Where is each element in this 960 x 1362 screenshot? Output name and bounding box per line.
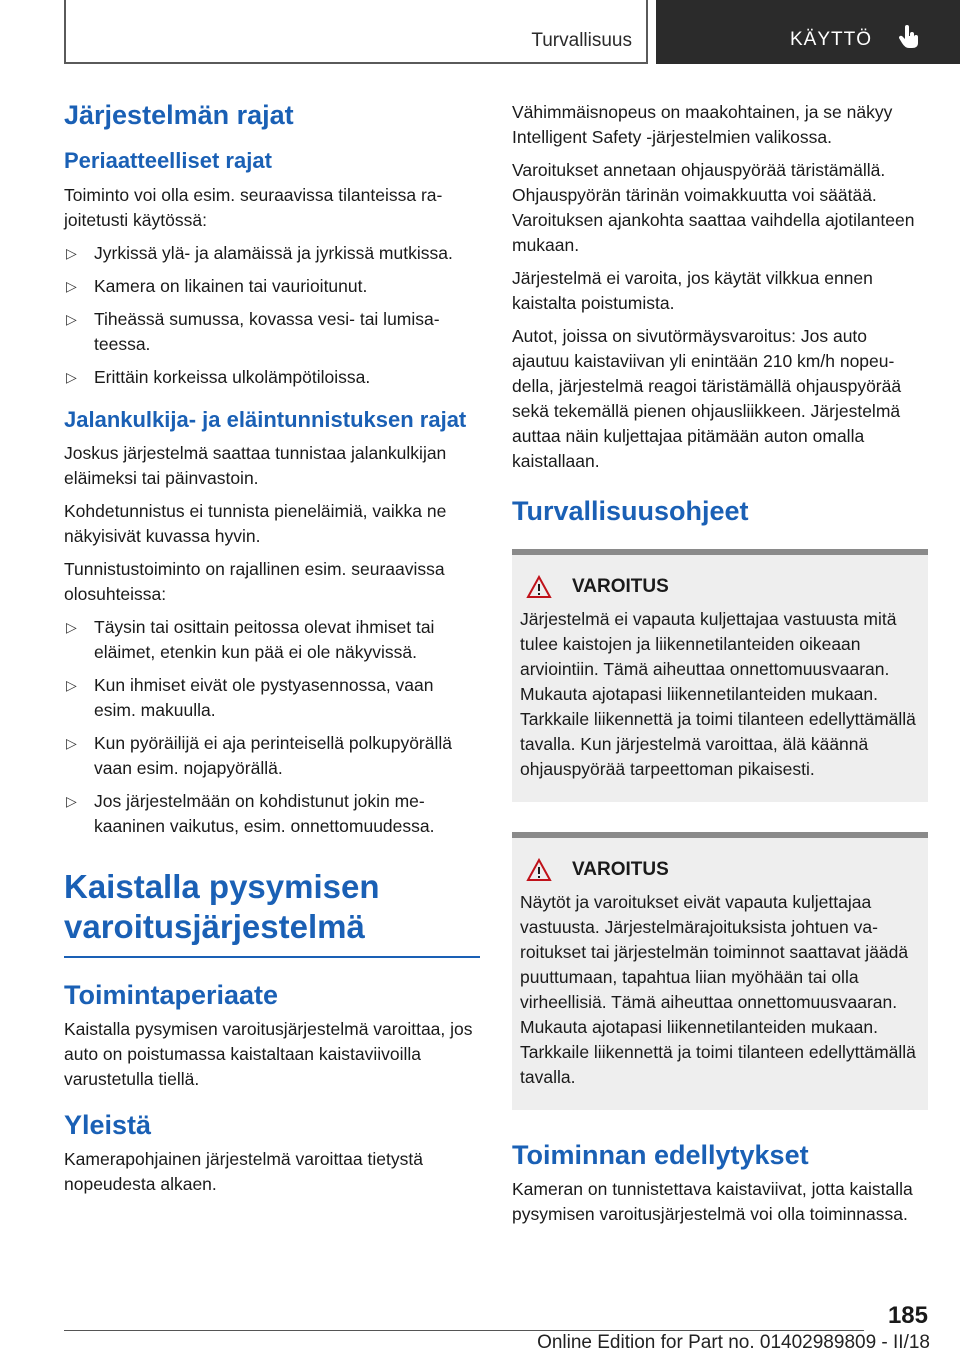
paragraph: Kameran on tunnistettava kaistaviivat, jotta kaistalla pysymisen varoitusjärjestelmä voi olla toiminnassa. — [512, 1179, 913, 1225]
heading-principal-limits: Periaatteelliset rajat — [64, 148, 272, 174]
heading-lane-warning: Kaistalla pysymisen varoitusjärjestelmä — [64, 867, 480, 958]
list-item: ▷ Jyrkissä ylä- ja alamäissä ja jyrkissä mutkissa. — [64, 241, 480, 266]
triangle-bullet-icon: ▷ — [66, 735, 77, 752]
heading-system-limits: Järjestelmän rajat — [64, 100, 294, 130]
triangle-bullet-icon: ▷ — [66, 793, 77, 810]
paragraph: Varoitukset annetaan ohjauspyörää täristämällä. Ohjauspyörän tärinän voimakkuutta voi säätää. Varoituksen ajankohta saattaa vaihdella ajotilanteen mukaan. — [512, 160, 915, 255]
warning-triangle-icon — [526, 858, 552, 882]
warning-box — [512, 832, 928, 1110]
limits-list — [64, 241, 480, 390]
paragraph: Toiminto voi olla esim. seuraavissa tilanteissa rajoitetusti käytössä: — [64, 184, 443, 230]
header-chapter-title: KÄYTTÖ — [790, 29, 873, 50]
paragraph: Järjestelmä ei varoita, jos käytät vilkkua ennen kaistalta poistumista. — [512, 268, 873, 313]
list-item: ▷ Tiheässä sumussa, kovassa vesi- tai lumisateessa. — [66, 308, 440, 354]
warning-box — [512, 549, 928, 802]
warning-title: VAROITUS — [572, 859, 669, 881]
list-item: ▷ Täysin tai osittain peitossa olevat ihmiset tai eläimet, etenkin kun pää ei ole näkyvissä. — [66, 617, 435, 663]
left-column — [64, 100, 480, 1205]
detection-limits-list — [64, 615, 480, 839]
paragraph: Joskus järjestelmä saattaa tunnistaa jalankulkijan eläimeksi tai päinvastoin. — [64, 443, 447, 489]
pointing-hand-icon — [896, 24, 922, 50]
header-section-title: Turvallisuus — [531, 30, 632, 51]
warning-text: Näytöt ja varoitukset eivät vapauta kuljettajaa vastuusta. Järjestelmärajoituksista johtuen varoitukset tai järjestelmän toiminnot saattavat jäädä puuttumaan, tapahtua liian myöhään tai olla virheellisiä. Tämä aiheuttaa onnettomuusvaaran. Mukauta ajotapasi liikennetilanteiden mukaan. Tarkkaile liikennettä ja toimi tilanteen edellyttämällä tavalla. — [520, 892, 916, 1088]
heading-safety-instructions: Turvallisuusohjeet — [512, 496, 749, 526]
warning-title: VAROITUS — [572, 576, 669, 598]
triangle-bullet-icon: ▷ — [66, 310, 77, 327]
paragraph: Autot, joissa on sivutörmäysvaroitus: Jos auto ajautuu kaistaviivan yli enintään 210 km/h nopeudella, järjestelmä reagoi täristämällä ohjauspyörää sekä tekemällä pienen ohjausliikkeen. Järjestelmä auttaa näin kuljettajaa pitämään auton omalla kaistallaan. — [512, 326, 902, 471]
heading-pedestrian-limits: Jalankulkija- ja eläintunnistuksen rajat — [64, 406, 467, 432]
list-item: ▷ Jos järjestelmään on kohdistunut jokin mekaaninen vaikutus, esim. onnettomuudessa. — [66, 791, 435, 837]
warning-triangle-icon — [526, 575, 552, 599]
warning-text: Järjestelmä ei vapauta kuljettajaa vastuusta mitä tulee kaistojen ja liikennetilanteiden oikeaan arviointiin. Tämä aiheuttaa onnettomuusvaaran. Mukauta ajotapasi liikennetilanteiden mukaan. Tarkkaile liikennettä ja toimi tilanteen edellyttämällä tavalla. Kun järjestelmä varoittaa, älä käännä ohjauspyörää tarpeettoman pikaisesti. — [520, 609, 916, 780]
list-item: ▷ Erittäin korkeissa ulkolämpötiloissa. — [64, 365, 480, 390]
triangle-bullet-icon: ▷ — [66, 277, 77, 294]
page-number: 185 — [887, 1302, 928, 1329]
paragraph: Vähimmäisnopeus on maakohtainen, ja se näkyy Intelligent Safety -järjestelmien valikossa. — [512, 102, 893, 147]
footer-edition: Online Edition for Part no. 01402989809 - II/18 — [537, 1332, 930, 1353]
list-item: ▷ Kun ihmiset eivät ole pystyasennossa, vaan esim. makuulla. — [66, 675, 434, 721]
heading-general: Yleistä — [64, 1110, 152, 1141]
heading-requirements: Toiminnan edellytykset — [512, 1140, 809, 1171]
paragraph: Kaistalla pysymisen varoitusjärjestelmä varoittaa, jos auto on poistumassa kaistaltaan kaistaviivoilla varustetulla tiellä. — [64, 1019, 473, 1090]
paragraph: Tunnistustoiminto on rajallinen esim. seuraavissa olosuhteissa: — [64, 559, 445, 605]
triangle-bullet-icon: ▷ — [66, 677, 77, 694]
header-section-box — [64, 0, 648, 64]
triangle-bullet-icon: ▷ — [66, 619, 77, 636]
list-item: ▷ Kamera on likainen tai vaurioitunut. — [64, 274, 480, 299]
paragraph: Kamerapohjainen järjestelmä varoittaa tietystä nopeudesta alkaen. — [64, 1149, 423, 1195]
list-item: ▷ Kun pyöräilijä ei aja perinteisellä polkupyörällä vaan esim. nojapyörällä. — [66, 733, 452, 779]
triangle-bullet-icon: ▷ — [66, 368, 77, 385]
paragraph: Kohdetunnistus ei tunnista pieneläimiä, vaikka ne näkyisivät kuvassa hyvin. — [64, 501, 447, 547]
triangle-bullet-icon: ▷ — [66, 244, 77, 261]
heading-function-principle: Toimintaperiaate — [64, 980, 279, 1011]
header-chapter-box — [656, 0, 960, 64]
footer-divider — [64, 1330, 864, 1331]
right-column — [512, 100, 928, 1235]
